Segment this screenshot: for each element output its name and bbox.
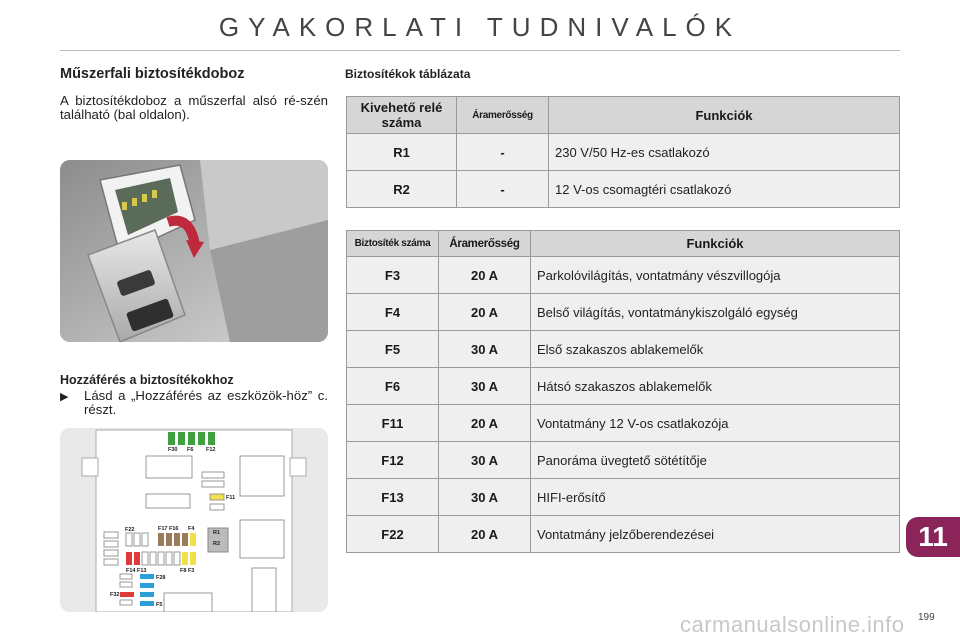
access-bullet — [60, 389, 328, 417]
fuse-current: 20 A — [439, 405, 531, 442]
fuse-id: F3 — [347, 257, 439, 294]
fuse-function: Panoráma üvegtető sötétítője — [531, 442, 900, 479]
table-row — [347, 257, 900, 294]
diagram-label-f16: F16 — [169, 526, 179, 532]
chapter-tab: 11 — [906, 517, 960, 557]
fuse-table — [346, 230, 900, 553]
table-row — [347, 134, 900, 171]
table-row — [347, 331, 900, 368]
diagram-label-f22: F22 — [125, 527, 135, 533]
fuse-function: Hátsó szakaszos ablakemelők — [531, 368, 900, 405]
fuse-current: 20 A — [439, 294, 531, 331]
diagram-label-f12: F12 — [206, 447, 216, 453]
fuse-current: 30 A — [439, 331, 531, 368]
relay-id: R2 — [347, 171, 457, 208]
intro-text: A biztosítékdoboz a műszerfal alsó ré-szén található (bal oldalon). — [60, 93, 328, 122]
table-row — [347, 405, 900, 442]
fuse-id: F5 — [347, 331, 439, 368]
fuse-number-header: Biztosíték száma — [347, 231, 439, 257]
diagram-label-r2: R2 — [213, 541, 221, 547]
diagram-label-f17: F17 — [158, 526, 168, 532]
relay-function: 12 V-os csomagtéri csatlakozó — [549, 171, 900, 208]
table-row — [347, 516, 900, 553]
table-row — [347, 442, 900, 479]
header-title: GYAKORLATI TUDNIVALÓK — [218, 12, 742, 42]
table-row — [347, 368, 900, 405]
fuse-id: F13 — [347, 479, 439, 516]
current-header: Áramerősség — [457, 97, 549, 134]
diagram-label-f11: F11 — [226, 495, 236, 501]
current-header: Áramerősség — [439, 231, 531, 257]
table-row — [347, 294, 900, 331]
fuse-current: 30 A — [439, 442, 531, 479]
relay-id: R1 — [347, 134, 457, 171]
fusebox-photo — [60, 160, 328, 342]
diagram-label-f28: F28 — [156, 575, 166, 581]
access-subsection-title: Hozzáférés a biztosítékokhoz — [60, 373, 234, 387]
relay-table — [346, 96, 900, 208]
fuse-function: Belső világítás, vontatmánykiszolgáló egység — [531, 294, 900, 331]
diagram-label-f6: F6 — [187, 447, 194, 453]
fusebox-photo-illustration — [60, 160, 328, 342]
watermark: carmanualsonline.info — [680, 612, 905, 637]
relay-current: - — [457, 134, 549, 171]
fuse-id: F12 — [347, 442, 439, 479]
diagram-label-r1: R1 — [213, 530, 221, 536]
table-row — [347, 171, 900, 208]
fuse-table-header — [347, 231, 900, 257]
diagram-label-f30: F30 — [168, 447, 178, 453]
relay-number-header: Kivehető relé száma — [347, 97, 457, 134]
functions-header: Funkciók — [549, 97, 900, 134]
fuse-id: F22 — [347, 516, 439, 553]
diagram-label-f5: F5 — [156, 602, 163, 608]
table-caption: Biztosítékok táblázata — [345, 67, 471, 81]
fuse-current: 20 A — [439, 257, 531, 294]
fuse-id: F4 — [347, 294, 439, 331]
fuse-function: Első szakaszos ablakemelők — [531, 331, 900, 368]
fuse-id: F11 — [347, 405, 439, 442]
header-rule — [60, 50, 900, 51]
fusebox-diagram-drawing — [60, 428, 328, 612]
page-number: 199 — [918, 612, 935, 623]
fuse-current: 20 A — [439, 516, 531, 553]
section-title: Műszerfali biztosítékdoboz — [60, 66, 245, 82]
access-bullet-text: Lásd a „Hozzáférés az eszközök-höz” c. részt. — [84, 388, 328, 417]
relay-table-header — [347, 97, 900, 134]
fuse-function: Vontatmány 12 V-os csatlakozója — [531, 405, 900, 442]
functions-header: Funkciók — [531, 231, 900, 257]
diagram-label-f32: F32 — [110, 592, 120, 598]
fuse-id: F6 — [347, 368, 439, 405]
arrow-bullet-icon: ▶ — [60, 391, 69, 403]
diagram-label-f8-f3: F8 F3 — [180, 568, 195, 574]
diagram-label-f14-f13: F14 F13 — [126, 568, 147, 574]
fuse-current: 30 A — [439, 479, 531, 516]
fuse-function: HIFI-erősítő — [531, 479, 900, 516]
relay-function: 230 V/50 Hz-es csatlakozó — [549, 134, 900, 171]
fuse-current: 30 A — [439, 368, 531, 405]
fuse-function: Vontatmány jelzőberendezései — [531, 516, 900, 553]
table-row — [347, 479, 900, 516]
fusebox-diagram — [60, 428, 328, 612]
diagram-label-f4: F4 — [188, 526, 195, 532]
relay-current: - — [457, 171, 549, 208]
fuse-function: Parkolóvilágítás, vontatmány vészvillogója — [531, 257, 900, 294]
